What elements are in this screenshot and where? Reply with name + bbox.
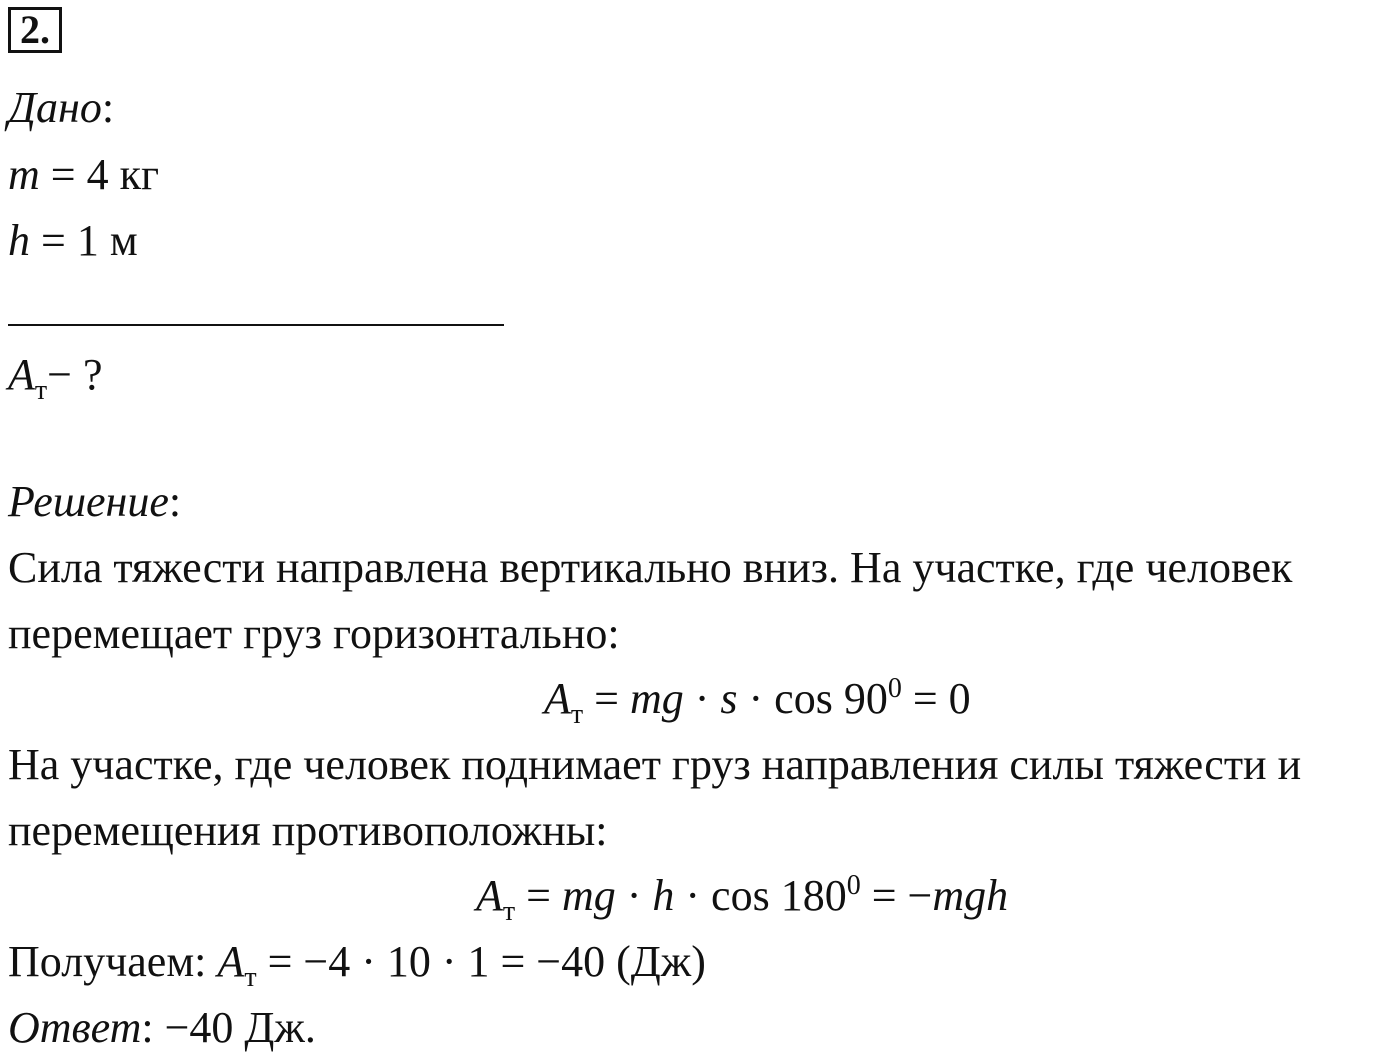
formula1-work-symbol: A <box>544 674 571 723</box>
answer-label: Ответ <box>8 1003 142 1052</box>
given-label: Дано <box>8 83 102 132</box>
result-line <box>8 937 706 993</box>
given-colon: : <box>101 83 115 132</box>
mass-variable: m <box>8 150 40 199</box>
formula-horizontal-work <box>544 673 971 730</box>
formula2-mg: mg <box>561 871 616 920</box>
height-variable: h <box>8 216 30 265</box>
given-mass <box>8 150 160 199</box>
result-work-symbol: A <box>217 937 245 986</box>
find-question: − ? <box>47 350 103 399</box>
formula2-h: h <box>652 871 675 920</box>
answer-line <box>8 1003 316 1052</box>
given-heading <box>8 83 115 132</box>
formula1-dot: · <box>683 674 721 723</box>
formula2-degree: 0 <box>846 870 861 901</box>
formula1-cos: · cos 90 <box>737 674 888 723</box>
solution-colon: : <box>168 477 182 526</box>
solution-paragraph-2-line-1: На участке, где человек поднимает груз направления силы тяжести и <box>8 740 1302 789</box>
formula1-mg: mg <box>629 674 684 723</box>
formula1-subscript: т <box>570 699 584 730</box>
formula2-work-symbol: A <box>476 871 503 920</box>
result-prefix: Получаем: <box>8 937 218 986</box>
result-value: = −4 · 10 · 1 = −40 (Дж) <box>256 937 706 986</box>
mass-value: = 4 кг <box>39 150 160 199</box>
solution-label: Решение <box>8 477 169 526</box>
formula2-cos: · cos 180 <box>674 871 847 920</box>
formula1-result: = 0 <box>901 674 971 723</box>
given-divider <box>8 324 504 326</box>
formula2-equals-minus: = − <box>860 871 933 920</box>
solution-paragraph-2-line-2: перемещения противоположны: <box>8 806 608 855</box>
formula2-subscript: т <box>502 896 516 927</box>
solution-paragraph-1-line-1: Сила тяжести направлена вертикально вниз. На участке, где человек <box>8 543 1293 592</box>
formula2-dot: · <box>615 871 653 920</box>
formula1-degree: 0 <box>887 673 902 704</box>
result-subscript: т <box>244 962 257 993</box>
formula2-equals: = <box>515 871 562 920</box>
height-value: = 1 м <box>30 216 138 265</box>
formula1-s: s <box>720 674 738 723</box>
solution-paragraph-1-line-2: перемещает груз горизонтально: <box>8 609 620 658</box>
answer-value: : −40 Дж. <box>141 1003 316 1052</box>
formula2-mgh: mgh <box>932 871 1009 920</box>
find-line <box>8 350 103 406</box>
find-subscript: т <box>34 375 48 406</box>
given-height <box>8 216 138 265</box>
find-variable: A <box>8 350 35 399</box>
solution-heading <box>8 477 182 526</box>
problem-number: 2. <box>8 7 62 53</box>
formula1-equals: = <box>583 674 630 723</box>
formula-lifting-work <box>476 870 1009 927</box>
